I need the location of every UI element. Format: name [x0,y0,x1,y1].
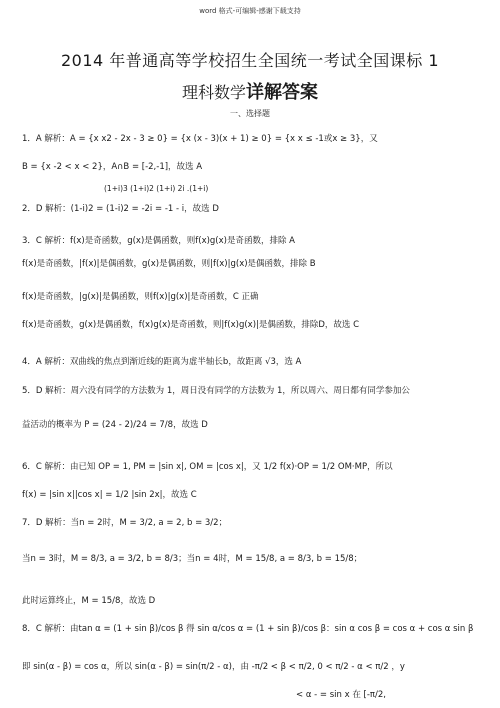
answer-2-numerators: (1+i)3 (1+i)2 (1+i) 2i .(1+i) [104,184,209,193]
answer-7-line-2: 当n = 3时，M = 8/3, a = 3/2, b = 8/3；当n = 4时，M = 15/8, a = 8/3, b = 15/8； [22,554,363,564]
page-header-note: word 格式-可编辑-感谢下载支持 [199,7,301,15]
answer-1-line-2: B = {x -2 < x < 2}，A∩B = [-2,-1]，故选 A [22,162,203,172]
answer-8-line-1: 8．C 解析：由tan α = (1 + sin β)/cos β 得 sin α/cos α = (1 + sin β)/cos β：sin α cos β = cos α + cos α sin β [22,624,474,634]
answer-6-line-2: f(x) = |sin x||cos x| = 1/2 |sin 2x|，故选 C [22,490,197,500]
page-subtitle [182,78,318,104]
subtitle-prefix: 理科数学 [182,83,247,102]
answer-5-line-1: 5．D 解析：周六没有同学的方法数为 1，周日没有同学的方法数为 1，所以周六、周日都有同学参加公 [22,386,410,396]
answer-1-line-1: 1．A 解析：A = {x x2 - 2x - 3 ≥ 0} = {x (x - 3)(x + 1) ≥ 0} = {x x ≤ -1或x ≥ 3}，又 [22,134,378,144]
subtitle-bold: 详解答案 [246,82,319,103]
answer-7-line-1: 7．D 解析：当n = 2时，M = 3/2, a = 2, b = 3/2； [22,518,228,528]
answer-6-line-1: 6．C 解析：由已知 OP = 1, PM = |sin x|, OM = |cos x|，又 1/2 f(x)·OP = 1/2 OM·MP，所以 [22,462,393,472]
answer-3-line-4: f(x)是奇函数，g(x)是偶函数，f(x)g(x)是奇函数，则|f(x)g(x)|是偶函数，排除D，故选 C [22,320,360,330]
answer-3-line-3: f(x)是奇函数，|g(x)|是偶函数，则f(x)|g(x)|是奇函数，C 正确 [22,292,259,302]
answer-8-line-3: < α - = sin x 在 [-π/2, [296,690,387,700]
page-title: 2014 年普通高等学校招生全国统一考试全国课标 1 [60,51,440,70]
section-heading: 一、选择题 [230,109,270,118]
answer-3-line-2: f(x)是奇函数，|f(x)|是偶函数，g(x)是偶函数，则|f(x)|g(x)是偶函数，排除 B [22,259,316,269]
answer-5-line-2: 益活动的概率为 P = (24 - 2)/24 = 7/8，故选 D [22,420,208,430]
answer-4-line: 4．A 解析：双曲线的焦点到渐近线的距离为虚半轴长b，故距离 √3，选 A [22,357,302,367]
answer-2-line: 2．D 解析：(1-i)2 = (1-i)2 = -2i = -1 - i，故选 D [22,204,219,214]
answer-3-line-1: 3．C 解析：f(x)是奇函数，g(x)是偶函数，则f(x)g(x)是奇函数，排除 A [22,236,295,246]
answer-8-line-2: 即 sin(α - β) = cos α，所以 sin(α - β) = sin(π/2 - α)，由 -π/2 < β < π/2, 0 < π/2 - α < π/2 ，y [22,662,405,672]
answer-7-line-3: 此时运算终止，M = 15/8，故选 D [22,596,156,606]
